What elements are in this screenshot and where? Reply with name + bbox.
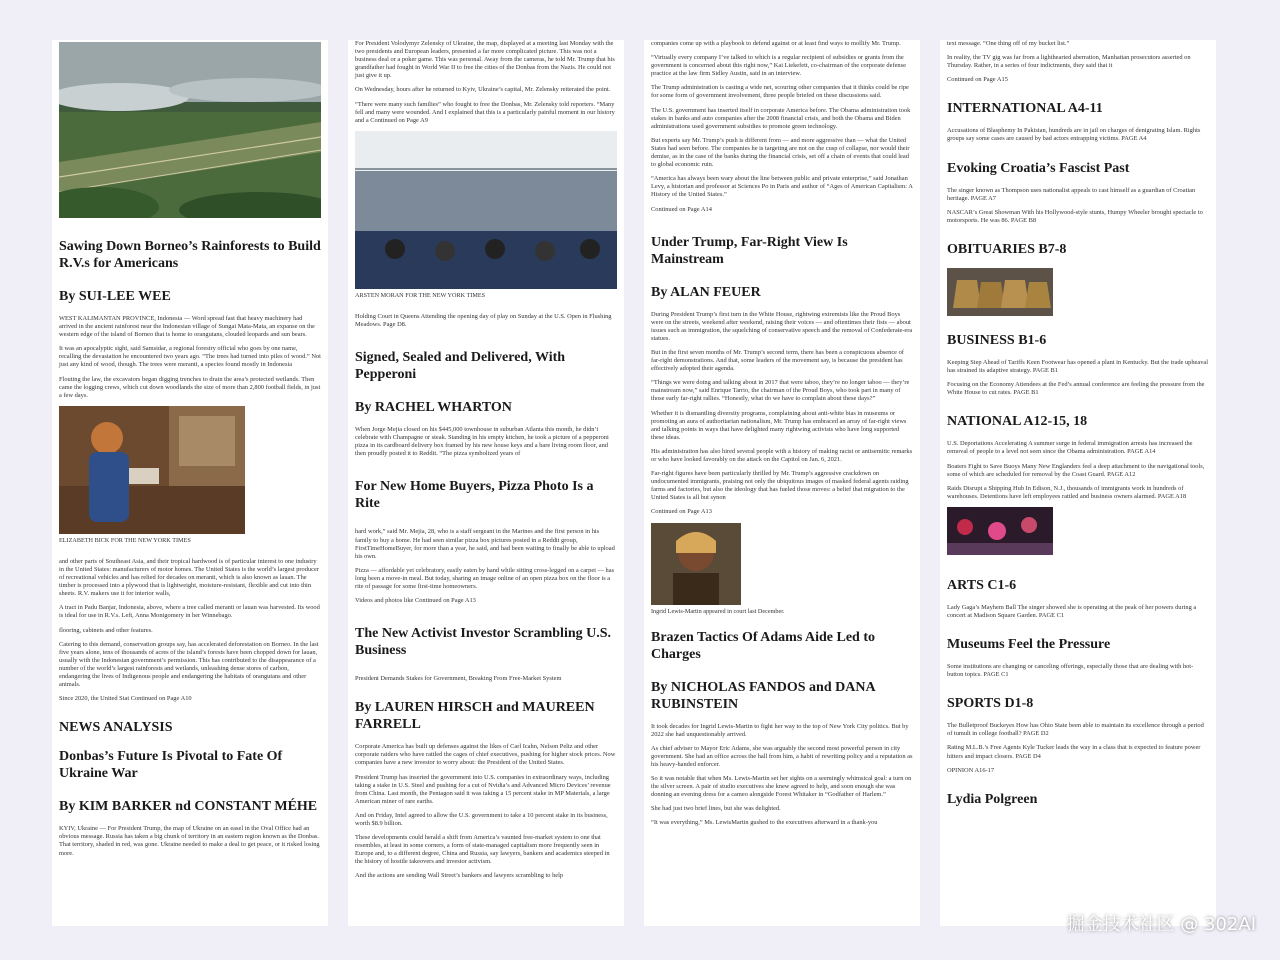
- section-international: INTERNATIONAL A4-11: [947, 101, 1103, 117]
- paragraph: On Wednesday, hours after he returned to Kyiv, Ukraine’s capital, Mr. Zelensky reiterated the point.: [355, 86, 611, 94]
- paragraph: Catering to this demand, conservation groups say, has accelerated deforestation on Borneo. In the last five years alone, tens of thousands of acres of the island’s forests have been chopped down for lauan, usually with the Indonesian government’s permission. This has contributed to the disappearance of a number of the world’s largest rainforests and wetlands, unleashing dense stores of carbon, endangering the lives of Indigenous people and endangering the habitats of orangutans and other animals.: [59, 640, 319, 689]
- paragraph: Raids Disrupt a Shipping Hub In Edison, N.J., thousands of immigrants work in hundreds of warehouses. Detentions have left employees rattled and business owners alarmed. PAGE A18: [947, 484, 1187, 500]
- paragraph: companies come up with a playbook to defend against or at least find ways to mollify Mr. Trump.: [651, 40, 901, 47]
- paragraph: These developments could herald a shift from America’s vaunted free-market system to one that resembles, at least in some corners, a form of state-managed capitalism more frequently seen in Europe and, to a different degree, China and Russia, say lawyers, bankers and academics steeped in the history of hostile takeovers and investor activism.: [355, 834, 610, 866]
- headline-activist-investor: The New Activist Investor Scrambling U.S. Business: [355, 626, 612, 659]
- paragraph: Videos and photos like Continued on Page A13: [355, 597, 476, 605]
- headline-borneo: Sawing Down Borneo’s Rainforests to Build R.V.s for Americans: [59, 239, 321, 271]
- paragraph: hard work,” said Mr. Mejia, 28, who is a staff sergeant in the Marines and the first person in his family to buy a home. He had seen similar pizza box pictures posted in a Reddit group, FirstTimeHomeBuyer, for more than a year, he said, and had been waiting to finally be able to upload his own.: [355, 528, 615, 560]
- paragraph: WEST KALIMANTAN PROVINCE, Indonesia — Word spread fast that heavy machinery had arrived in the ancient rainforest near the Indonesian village of Sungai Mata-Mata, an expanse on the western edge of the island of Borneo that is home to orangutans, clouded leopards and sun bears.: [59, 315, 315, 339]
- paragraph: Continued on Page A14: [651, 205, 712, 213]
- boots-photo: [947, 268, 1053, 316]
- paragraph: In reality, the TV gig was far from a lighthearted aberration, Manhattan prosecutors asserted on Thursday. Rather, in a series of four indictments, they said that it: [947, 54, 1191, 70]
- paragraph: As chief adviser to Mayor Eric Adams, she was arguably the second most powerful person in city government. She had an office across the hall from him, a habit of rewriting policy and a reputation as his heavy-handed enforcer.: [651, 744, 913, 768]
- paragraph: Holding Court in Queens Attending the opening day of play on Sunday at the U.S. Open in Flushing Meadows. Page D8.: [355, 312, 612, 328]
- paragraph: Flouting the law, the excavators began digging trenches to drain the area’s protected wetlands. Then came the logging crews, which cut down woodlands the size of more than 2,800 football fields, in just a few days.: [59, 375, 321, 399]
- paragraph: Corporate America has built up defenses against the likes of Carl Icahn, Nelson Peltz and other corporate raiders who have rattled the cages of chief executives, pushing for higher stock prices. Now companies have a new investor to worry about: the President of the United States.: [355, 743, 616, 767]
- paragraph: KYIV, Ukraine — For President Trump, the map of Ukraine on an easel in the Oval Office had an obvious message. Russia has taken a big chunk of territory in an eastern region known as the Donbas. That territory, shaded in red, was gone. Ukraine needed to make a deal to get peace, or it risked losing more.: [59, 825, 320, 857]
- byline-feuer: By ALAN FEUER: [651, 284, 761, 300]
- paragraph: Far-right figures have been particularly thrilled by Mr. Trump’s aggressive crackdown on undocumented immigrants, praising not only the ubiquitous images of masked federal agents raiding farms and factories, but also the ideology that has fueled those moves: a belief that migration to the United States is all but synon: [651, 470, 909, 502]
- paragraph: And the actions are sending Wall Street’s bankers and lawyers scrambling to help: [355, 872, 564, 880]
- headline-pizza-photo: For New Home Buyers, Pizza Photo Is a Rite: [355, 479, 594, 512]
- headline-croatia: Evoking Croatia’s Fascist Past: [947, 160, 1130, 176]
- paragraph: Since 2020, the United Stat Continued on Page A10: [59, 695, 192, 703]
- headline-museums: Museums Feel the Pressure: [947, 637, 1111, 653]
- byline-fandos: By NICHOLAS FANDOS and DANA RUBINSTEIN: [651, 679, 875, 712]
- us-open-stadium-photo: [355, 131, 617, 289]
- paragraph: So it was notable that when Ms. Lewis-Martin set her sights on a seemingly whimsical goal: a turn on the silver screen. A pair of studio executives she knew agreed to help, and soon enough she was donning an evening dress for a cameo alongside Forest Whitaker in “Godfather of Harlem.”: [651, 775, 912, 799]
- section-label: NEWS ANALYSIS: [59, 720, 173, 736]
- headline-donbas: Donbas’s Future Is Pivotal to Fate Of Ukraine War: [59, 749, 283, 782]
- lewis-martin-portrait-photo: [651, 523, 741, 605]
- headline-pepperoni: Signed, Sealed and Delivered, With Pepperoni: [355, 350, 566, 383]
- paragraph: She had just two brief lines, but she was delighted.: [651, 805, 781, 813]
- paragraph: The Bulletproof Buckeyes How has Ohio State been able to maintain its excellence through a period of tumult in college football? PAGE D2: [947, 722, 1204, 738]
- paragraph: text message. “One thing off of my bucket list.”: [947, 40, 1070, 47]
- paragraph: During President Trump’s first turn in the White House, rightwing extremists like the Proud Boys were on the streets, weekend after weekend, raising their voices — and oftentimes their fists — about issues such as immigration, the squelching of conservative speech and the removal of Confederate-era statues.: [651, 310, 913, 342]
- paragraph: “America has always been wary about the line between public and private enterprise,” said Jonathan Levy, a historian and professor at Sciences Po in Paris and author of “Ages of American Capitalism: A History of the United States.”: [651, 175, 913, 199]
- rainforest-aerial-photo: [59, 42, 321, 218]
- paragraph: Focusing on the Economy Attendees at the Fed’s annual conference are feeling the pressure from the White House to cut rates. PAGE B1: [947, 381, 1205, 397]
- paragraph: Whether it is dismantling diversity programs, complaining about anti-white bias in museums or promoting an aura of authoritarian nationalism, Mr. Trump has embraced an array of far-right views and talking points in ways that have delighted many rightwing activists who have long supported these ideas.: [651, 409, 907, 441]
- paragraph: Continued on Page A13: [651, 508, 712, 516]
- paragraph: The singer known as Thompson uses nationalist appeals to cast himself as a guardian of Croatian heritage. PAGE A7: [947, 186, 1196, 202]
- paragraph: Pizza — affordable yet celebratory, easily eaten by hand while sitting cross-legged on a carpet — has long been a move-in meal. But today, sharing an image online of an open pizza box on the floor is a rite of passage for some first-time homeowners.: [355, 566, 615, 590]
- column-2: [348, 40, 624, 926]
- photo-credit: ARSTEN MORAN FOR THE NEW YORK TIMES: [355, 291, 486, 299]
- paragraph: “Virtually every company I’ve talked to which is a regular recipient of subsidies or grants from the government is concerned about this right now,” Kai Liekefett, co-chairman of the corporate defense practice at the law firm Sidley Austin, said in an interview.: [651, 54, 906, 78]
- section-business: BUSINESS B1-6: [947, 332, 1047, 348]
- paragraph: A tract in Padu Banjar, Indonesia, above, where a tree called meranti or lauan was harvested. Its wood is ideal for use in R.V.s. Left, Anna Montgomery in her Winnebago.: [59, 604, 320, 620]
- paragraph: U.S. Deportations Accelerating A summer surge in federal immigration arrests has increased the removal of people to a level not seen since the Obama administration. PAGE A14: [947, 440, 1193, 456]
- paragraph: When Jorge Mejia closed on his $445,000 townhouse in suburban Atlanta this month, he didn’t celebrate with Champagne or steak. Standing in his empty kitchen, he took a picture of a pepperoni pizza in its cardboard delivery box framed by his new house keys and a bare living room floor, and then proudly posted it to Reddit. “The pizza symbolized years of: [355, 426, 609, 458]
- byline-wharton: By RACHEL WHARTON: [355, 400, 512, 416]
- section-national: NATIONAL A12-15, 18: [947, 414, 1088, 430]
- lady-gaga-concert-photo: [947, 507, 1053, 555]
- headline-far-right: Under Trump, Far-Right View Is Mainstream: [651, 234, 848, 267]
- paragraph: “It was everything,” Ms. LewisMartin gushed to the executives afterward in a thank-you: [651, 819, 878, 827]
- paragraph: The Trump administration is casting a wide net, scouring other companies that it thinks could be ripe for some form of government involvement, three people briefed on these discussions said.: [651, 84, 909, 100]
- paragraph: Boaters Fight to Save Buoys Many New Englanders feel a deep attachment to the navigational tools, some of which are scheduled for removal by the Coast Guard. PAGE A12: [947, 462, 1205, 478]
- paragraph: “There were many such families” who fought to free the Donbas, Mr. Zelensky told reporters. “Many fell and many were wounded. And I explained that this is a particularly painful moment in our history and a Continued on Page A9: [355, 100, 615, 124]
- paragraph: and other parts of Southeast Asia, and their tropical hardwood is of particular interest to one industry in the United States: manufacturers of motor homes. The United States is the world’s largest producer of recreational vehicles and has relied for decades on meranti, which is also known as lauan. The timber is processed into a plywood that is lightweight, moisture-resistant, flexible and cut into thin sheets. R.V. makers use it for interior walls,: [59, 557, 319, 598]
- section-sports: SPORTS D1-8: [947, 696, 1034, 712]
- woman-in-rv-photo: [59, 406, 245, 534]
- paragraph: President Trump has inserted the government into U.S. companies in extraordinary ways, including taking a stake in U.S. Steel and pushing for a cut of Nvidia’s and Advanced Micro Devices’ revenue from China. Last month, the Pentagon said it was taking a 15 percent stake in MP Materials, a large American miner of rare earths.: [355, 773, 611, 805]
- section-arts: ARTS C1-6: [947, 577, 1017, 593]
- paragraph: And on Friday, Intel agreed to allow the U.S. government to take a 10 percent stake in its business, worth $8.9 billion.: [355, 811, 608, 827]
- paragraph: But in the first seven months of Mr. Trump’s second term, there has been a conspicuous absence of far-right demonstrations. And that, some leaders of the movement say, is because the president has effectively adopted their agenda.: [651, 348, 904, 373]
- paragraph: Rating M.L.B.’s Free Agents Kyle Tucker leads the way in a class that is expected to feature power hitters and impact closers. PAGE D4: [947, 744, 1201, 760]
- photo-caption: Ingrid Lewis-Martin appeared in court last December.: [651, 607, 785, 615]
- byline-wee: By SUI-LEE WEE: [59, 289, 171, 304]
- paragraph: flooring, cabinets and other features.: [59, 626, 153, 634]
- photo-credit: ELIZABETH BICK FOR THE NEW YORK TIMES: [59, 536, 191, 544]
- byline-barker: By KIM BARKER nd CONSTANT MÉHE: [59, 799, 318, 815]
- paragraph: It was an apocalyptic sight, said Samsidar, a regional forestry official who goes by one name, recalling the devastation he encountered two years ago. “The trees had turned into piles of wood.” Not just any kind of wood, though. The trees were meranti, a species found mostly in Indonesia: [59, 345, 321, 369]
- paragraph: It took decades for Ingrid Lewis-Martin to fight her way to the top of New York City politics. But by 2022 she had unquestionably arrived.: [651, 722, 909, 738]
- paragraph: Lady Gaga’s Mayhem Ball The singer showed she is operating at the peak of her powers during a concert at Madison Square Garden. PAGE C1: [947, 603, 1197, 619]
- paragraph: The U.S. government has inserted itself in corporate America before. The Obama administration took stakes in banks and auto companies after the 2008 financial crisis, and both the Obama and Biden administrations used government subsidies to promote green technology.: [651, 106, 911, 130]
- paragraph: NASCAR’s Great Showman With his Hollywood-style stunts, Humpy Wheeler brought spectacle to motorsports. He was 86. PAGE B8: [947, 208, 1203, 224]
- subheadline: President Demands Stakes for Government, Breaking From Free-Market System: [355, 675, 562, 683]
- column-1: [52, 40, 328, 926]
- paragraph: Some institutions are changing or canceling offerings, especially those that are dealing with hot-button topics. PAGE C1: [947, 663, 1194, 679]
- paragraph: For President Volodymyr Zelensky of Ukraine, the map, displayed at a meeting last Monday with the two presidents and European leaders, presented a far more complicated picture. This was not a business deal or a poker game. This was personal. Away from the cameras, he told Mr. Trump that his grandfather had fought in World War II to free the cities of the Donbas from the Nazis. He could not just give it up.: [355, 40, 615, 80]
- paragraph: Continued on Page A15: [947, 76, 1008, 84]
- section-obituaries: OBITUARIES B7-8: [947, 241, 1067, 257]
- headline-adams-aide: Brazen Tactics Of Adams Aide Led to Charges: [651, 629, 876, 662]
- column-4: [940, 40, 1216, 926]
- byline-hirsch: By LAUREN HIRSCH and MAUREEN FARRELL: [355, 700, 595, 733]
- watermark: 掘金技术社区 @ 302AI: [1066, 914, 1256, 935]
- paragraph: His administration has also hired several people with a history of making racist or antisemitic remarks or who have looked favorably on the attack on the Capitol on Jan. 6, 2021.: [651, 447, 913, 463]
- paragraph: “Things we were doing and talking about in 2017 that were taboo, they’re no longer taboo — they’re mainstream now,” said Enrique Tarrio, the chairman of the Proud Boys, who took part in many of those early far-right rallies. “Honestly, what do we have to complain about these days?”: [651, 379, 910, 403]
- column-3: [644, 40, 920, 926]
- paragraph: Keeping Step Ahead of Tariffs Keen Footwear has opened a plant in Kentucky. But the trade upheaval has strained its adaptive strategy. PAGE B1: [947, 358, 1209, 375]
- section-opinion: OPINION A16-17: [947, 766, 995, 774]
- paragraph: But experts say Mr. Trump’s push is different from — and more aggressive than — what the United States had seen before. The companies he is targeting are not on the cusp of collapse, nor would their demise, as in the case of the banks during the financial crisis, set off a chain of events that could lead to global economic ruin.: [651, 136, 910, 169]
- paragraph: Accusations of Blasphemy In Pakistan, hundreds are in jail on charges of denigrating Islam. Rights groups say some cases are caused by bad actors entrapping victims. PAGE A4: [947, 127, 1201, 143]
- columnist-name: Lydia Polgreen: [947, 791, 1038, 807]
